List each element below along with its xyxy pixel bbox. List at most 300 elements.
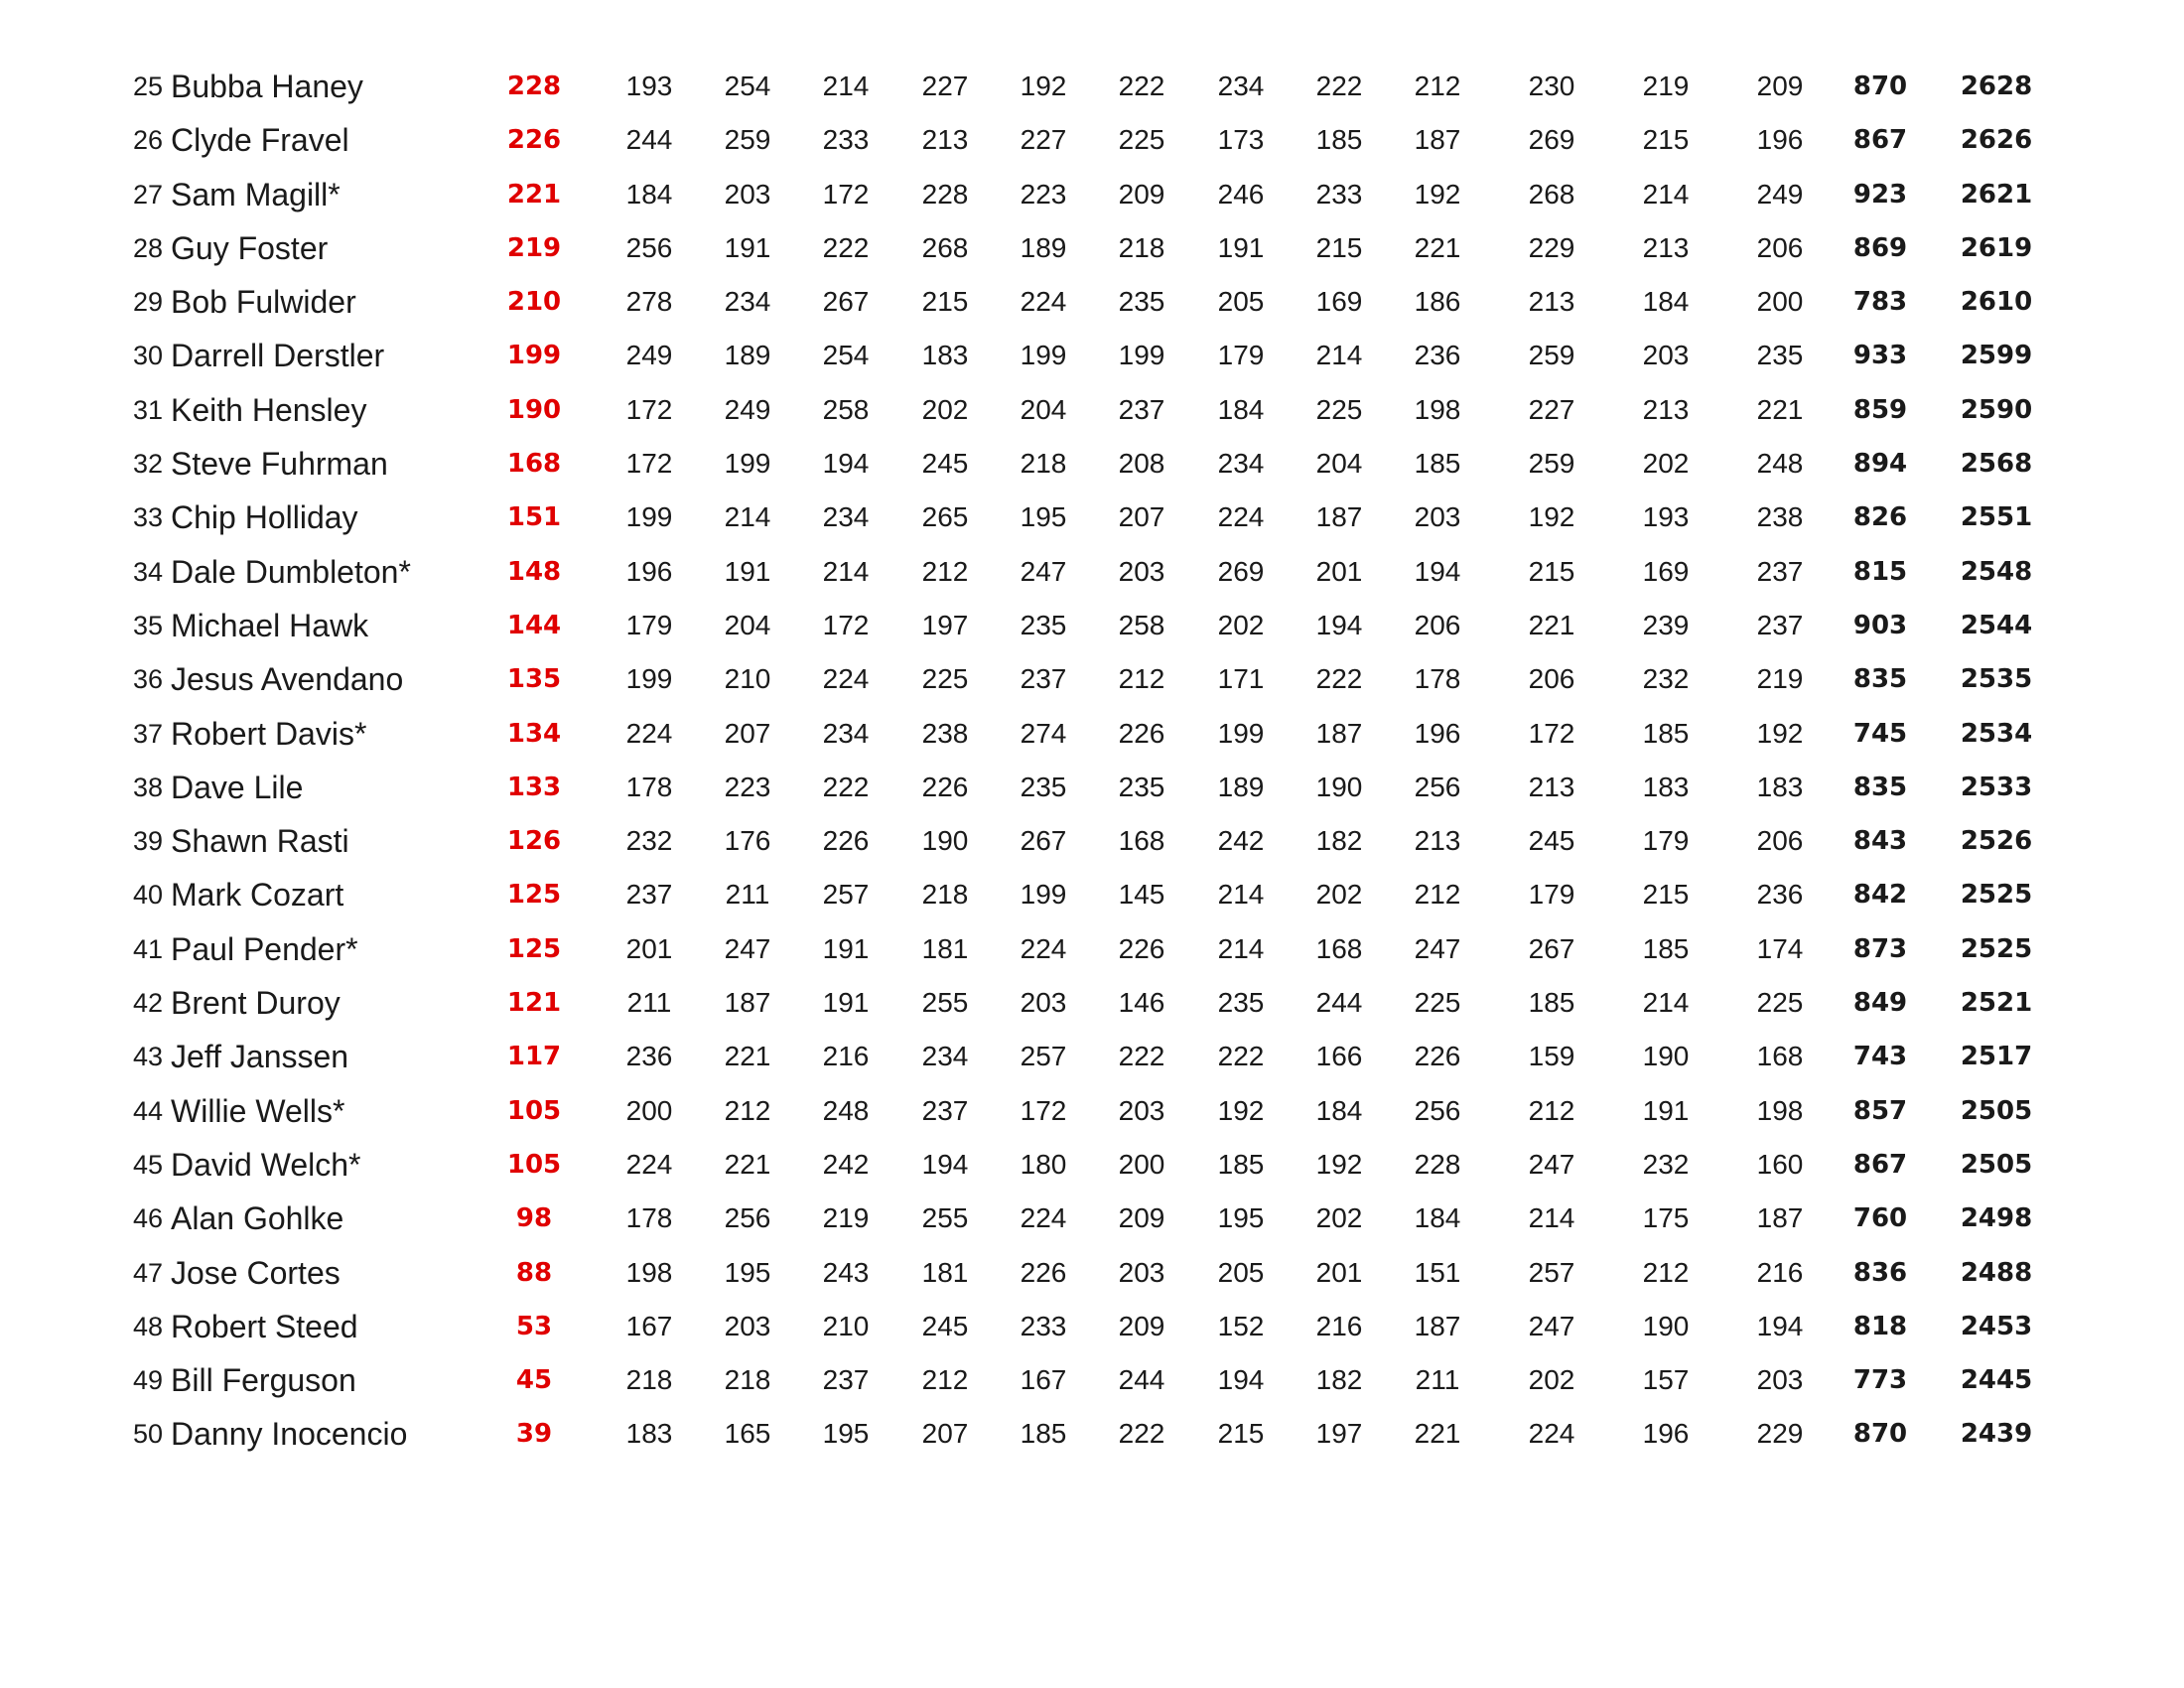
- bonus-cell: 144: [506, 610, 562, 640]
- game-score-cell: 181: [921, 1256, 969, 1288]
- game-score-cell: 227: [1020, 124, 1067, 156]
- game-score-cell: 225: [1118, 124, 1165, 156]
- game-score-cell: 191: [822, 987, 870, 1019]
- game-score-cell: 191: [1642, 1094, 1690, 1126]
- total-cell: 2610: [1960, 287, 2033, 318]
- game-score-cell: 178: [625, 1202, 673, 1234]
- game-score-cell: 269: [1528, 124, 1575, 156]
- game-score-cell: 206: [1756, 825, 1804, 857]
- total-cell: 2551: [1960, 502, 2033, 533]
- game-score-cell: 258: [1118, 609, 1165, 640]
- game-score-cell: 236: [1756, 879, 1804, 911]
- rank-cell: 36: [132, 664, 163, 695]
- total-cell: 2525: [1960, 933, 2033, 964]
- game-score-cell: 226: [921, 771, 969, 802]
- total-cell: 2535: [1960, 664, 2033, 695]
- game-score-cell: 184: [1315, 1094, 1363, 1126]
- game-score-cell: 268: [921, 231, 969, 263]
- game-score-cell: 222: [1315, 70, 1363, 101]
- game-score-cell: 221: [1756, 393, 1804, 425]
- game-score-cell: 255: [921, 987, 969, 1019]
- rank-cell: 29: [132, 287, 163, 318]
- game-score-cell: 224: [1020, 1202, 1067, 1234]
- game-score-cell: 256: [1414, 1094, 1461, 1126]
- game-score-cell: 224: [1020, 932, 1067, 964]
- game-score-cell: 194: [1217, 1364, 1265, 1396]
- game-score-cell: 235: [1118, 771, 1165, 802]
- game-score-cell: 214: [1642, 987, 1690, 1019]
- game-score-cell: 237: [1020, 663, 1067, 695]
- game-score-cell: 242: [1217, 825, 1265, 857]
- game-score-cell: 234: [1217, 70, 1265, 101]
- game-score-cell: 195: [822, 1418, 870, 1450]
- table-row: [121, 1246, 2057, 1300]
- game-score-cell: 183: [921, 340, 969, 371]
- game-score-cell: 200: [1756, 286, 1804, 318]
- series-cell: 815: [1852, 556, 1908, 587]
- game-score-cell: 182: [1315, 825, 1363, 857]
- game-score-cell: 233: [1315, 178, 1363, 210]
- game-score-cell: 185: [1528, 987, 1575, 1019]
- series-cell: 870: [1852, 71, 1908, 101]
- game-score-cell: 213: [1414, 825, 1461, 857]
- series-cell: 743: [1852, 1042, 1908, 1072]
- game-score-cell: 234: [822, 501, 870, 533]
- game-score-cell: 236: [625, 1041, 673, 1072]
- game-score-cell: 244: [1118, 1364, 1165, 1396]
- bowler-name-cell: Bill Ferguson: [171, 1362, 356, 1399]
- game-score-cell: 169: [1315, 286, 1363, 318]
- game-score-cell: 191: [724, 555, 771, 587]
- game-score-cell: 232: [1642, 663, 1690, 695]
- game-score-cell: 212: [921, 1364, 969, 1396]
- game-score-cell: 227: [921, 70, 969, 101]
- bonus-cell: 134: [506, 718, 562, 749]
- table-row: [121, 814, 2057, 868]
- game-score-cell: 257: [822, 879, 870, 911]
- game-score-cell: 214: [1217, 879, 1265, 911]
- table-row: [121, 1407, 2057, 1461]
- total-cell: 2548: [1960, 556, 2033, 587]
- game-score-cell: 268: [1528, 178, 1575, 210]
- bowler-name-cell: David Welch*: [171, 1146, 361, 1183]
- game-score-cell: 199: [625, 501, 673, 533]
- rank-cell: 47: [132, 1257, 163, 1288]
- game-score-cell: 172: [822, 609, 870, 640]
- bonus-cell: 126: [506, 826, 562, 857]
- table-row: [121, 599, 2057, 652]
- game-score-cell: 267: [1528, 932, 1575, 964]
- table-row: [121, 652, 2057, 706]
- game-score-cell: 185: [1315, 124, 1363, 156]
- game-score-cell: 192: [1414, 178, 1461, 210]
- game-score-cell: 235: [1020, 609, 1067, 640]
- game-score-cell: 247: [1528, 1310, 1575, 1341]
- game-score-cell: 178: [1414, 663, 1461, 695]
- game-score-cell: 189: [1020, 231, 1067, 263]
- game-score-cell: 215: [1217, 1418, 1265, 1450]
- game-score-cell: 194: [1315, 609, 1363, 640]
- game-score-cell: 212: [1642, 1256, 1690, 1288]
- series-cell: 859: [1852, 394, 1908, 425]
- rank-cell: 34: [132, 556, 163, 587]
- bowler-name-cell: Bob Fulwider: [171, 284, 356, 321]
- game-score-cell: 236: [1414, 340, 1461, 371]
- game-score-cell: 191: [822, 932, 870, 964]
- game-score-cell: 203: [1642, 340, 1690, 371]
- rank-cell: 26: [132, 125, 163, 156]
- total-cell: 2505: [1960, 1095, 2033, 1126]
- game-score-cell: 219: [822, 1202, 870, 1234]
- game-score-cell: 245: [921, 1310, 969, 1341]
- total-cell: 2498: [1960, 1203, 2033, 1234]
- game-score-cell: 267: [822, 286, 870, 318]
- game-score-cell: 172: [822, 178, 870, 210]
- table-row: [121, 1138, 2057, 1192]
- game-score-cell: 187: [1315, 717, 1363, 749]
- game-score-cell: 214: [724, 501, 771, 533]
- game-score-cell: 195: [1217, 1202, 1265, 1234]
- game-score-cell: 184: [625, 178, 673, 210]
- series-cell: 849: [1852, 988, 1908, 1019]
- game-score-cell: 247: [1414, 932, 1461, 964]
- bowler-name-cell: Steve Fuhrman: [171, 446, 388, 483]
- bonus-cell: 121: [506, 988, 562, 1019]
- game-score-cell: 221: [1414, 231, 1461, 263]
- game-score-cell: 222: [1315, 663, 1363, 695]
- bowler-name-cell: Robert Davis*: [171, 715, 367, 752]
- game-score-cell: 204: [1315, 448, 1363, 480]
- rank-cell: 42: [132, 988, 163, 1019]
- game-score-cell: 201: [625, 932, 673, 964]
- game-score-cell: 247: [1528, 1148, 1575, 1180]
- game-score-cell: 233: [1020, 1310, 1067, 1341]
- bonus-cell: 148: [506, 556, 562, 587]
- game-score-cell: 184: [1642, 286, 1690, 318]
- game-score-cell: 168: [1118, 825, 1165, 857]
- game-score-cell: 202: [1528, 1364, 1575, 1396]
- table-row: [121, 221, 2057, 275]
- total-cell: 2517: [1960, 1042, 2033, 1072]
- game-score-cell: 274: [1020, 717, 1067, 749]
- game-score-cell: 207: [1118, 501, 1165, 533]
- game-score-cell: 235: [1020, 771, 1067, 802]
- game-score-cell: 215: [1528, 555, 1575, 587]
- game-score-cell: 229: [1528, 231, 1575, 263]
- series-cell: 894: [1852, 449, 1908, 480]
- rank-cell: 45: [132, 1149, 163, 1180]
- series-cell: 843: [1852, 826, 1908, 857]
- table-row: [121, 60, 2057, 113]
- total-cell: 2619: [1960, 232, 2033, 263]
- game-score-cell: 225: [921, 663, 969, 695]
- series-cell: 933: [1852, 341, 1908, 371]
- game-score-cell: 237: [1756, 555, 1804, 587]
- game-score-cell: 215: [1315, 231, 1363, 263]
- game-score-cell: 192: [1315, 1148, 1363, 1180]
- game-score-cell: 234: [822, 717, 870, 749]
- game-score-cell: 226: [822, 825, 870, 857]
- game-score-cell: 194: [1414, 555, 1461, 587]
- bonus-cell: 98: [515, 1203, 553, 1234]
- bowler-name-cell: Jose Cortes: [171, 1254, 341, 1291]
- bowler-name-cell: Jesus Avendano: [171, 661, 404, 698]
- bowler-name-cell: Willie Wells*: [171, 1092, 345, 1129]
- rank-cell: 39: [132, 826, 163, 857]
- game-score-cell: 169: [1642, 555, 1690, 587]
- game-score-cell: 183: [1642, 771, 1690, 802]
- bowler-name-cell: Guy Foster: [171, 229, 329, 266]
- game-score-cell: 190: [1642, 1310, 1690, 1341]
- game-score-cell: 185: [1642, 717, 1690, 749]
- game-score-cell: 159: [1528, 1041, 1575, 1072]
- game-score-cell: 214: [1217, 932, 1265, 964]
- bonus-cell: 226: [506, 125, 562, 156]
- game-score-cell: 214: [822, 555, 870, 587]
- game-score-cell: 207: [724, 717, 771, 749]
- game-score-cell: 167: [625, 1310, 673, 1341]
- game-score-cell: 209: [1118, 1202, 1165, 1234]
- game-score-cell: 248: [1756, 448, 1804, 480]
- game-score-cell: 199: [1217, 717, 1265, 749]
- game-score-cell: 234: [921, 1041, 969, 1072]
- game-score-cell: 254: [822, 340, 870, 371]
- game-score-cell: 216: [822, 1041, 870, 1072]
- game-score-cell: 244: [1315, 987, 1363, 1019]
- game-score-cell: 247: [1020, 555, 1067, 587]
- game-score-cell: 257: [1020, 1041, 1067, 1072]
- game-score-cell: 249: [1756, 178, 1804, 210]
- game-score-cell: 269: [1217, 555, 1265, 587]
- game-score-cell: 265: [921, 501, 969, 533]
- game-score-cell: 176: [724, 825, 771, 857]
- game-score-cell: 193: [625, 70, 673, 101]
- game-score-cell: 218: [1020, 448, 1067, 480]
- series-cell: 867: [1852, 1149, 1908, 1180]
- game-score-cell: 203: [724, 178, 771, 210]
- bonus-cell: 221: [506, 179, 562, 210]
- total-cell: 2453: [1960, 1311, 2033, 1341]
- series-cell: 826: [1852, 502, 1908, 533]
- game-score-cell: 259: [1528, 340, 1575, 371]
- game-score-cell: 212: [921, 555, 969, 587]
- rank-cell: 37: [132, 718, 163, 749]
- bowler-name-cell: Mark Cozart: [171, 877, 344, 914]
- game-score-cell: 218: [921, 879, 969, 911]
- game-score-cell: 165: [724, 1418, 771, 1450]
- game-score-cell: 218: [1118, 231, 1165, 263]
- game-score-cell: 202: [1315, 879, 1363, 911]
- bonus-cell: 168: [506, 449, 562, 480]
- game-score-cell: 183: [625, 1418, 673, 1450]
- game-score-cell: 190: [1642, 1041, 1690, 1072]
- series-cell: 773: [1852, 1365, 1908, 1396]
- game-score-cell: 219: [1756, 663, 1804, 695]
- game-score-cell: 214: [822, 70, 870, 101]
- total-cell: 2534: [1960, 718, 2033, 749]
- total-cell: 2599: [1960, 341, 2033, 371]
- game-score-cell: 202: [1217, 609, 1265, 640]
- game-score-cell: 248: [822, 1094, 870, 1126]
- bonus-cell: 151: [506, 502, 562, 533]
- bonus-cell: 105: [506, 1095, 562, 1126]
- total-cell: 2521: [1960, 988, 2033, 1019]
- game-score-cell: 211: [1415, 1364, 1460, 1396]
- game-score-cell: 193: [1642, 501, 1690, 533]
- game-score-cell: 226: [1414, 1041, 1461, 1072]
- game-score-cell: 244: [625, 124, 673, 156]
- total-cell: 2439: [1960, 1419, 2033, 1450]
- game-score-cell: 203: [1118, 1094, 1165, 1126]
- table-row: [121, 113, 2057, 167]
- total-cell: 2544: [1960, 610, 2033, 640]
- table-row: [121, 922, 2057, 976]
- rank-cell: 49: [132, 1365, 163, 1396]
- series-cell: 760: [1852, 1203, 1908, 1234]
- game-score-cell: 221: [1414, 1418, 1461, 1450]
- game-score-cell: 204: [1020, 393, 1067, 425]
- bonus-cell: 210: [506, 287, 562, 318]
- series-cell: 818: [1852, 1311, 1908, 1341]
- bonus-cell: 39: [515, 1419, 553, 1450]
- game-score-cell: 199: [724, 448, 771, 480]
- game-score-cell: 249: [625, 340, 673, 371]
- game-score-cell: 216: [1756, 1256, 1804, 1288]
- rank-cell: 41: [132, 933, 163, 964]
- game-score-cell: 218: [724, 1364, 771, 1396]
- game-score-cell: 195: [724, 1256, 771, 1288]
- total-cell: 2621: [1960, 179, 2033, 210]
- bonus-cell: 88: [515, 1257, 553, 1288]
- game-score-cell: 167: [1020, 1364, 1067, 1396]
- bowler-name-cell: Darrell Derstler: [171, 338, 385, 374]
- game-score-cell: 179: [1642, 825, 1690, 857]
- total-cell: 2488: [1960, 1257, 2033, 1288]
- game-score-cell: 229: [1756, 1418, 1804, 1450]
- game-score-cell: 173: [1217, 124, 1265, 156]
- bonus-cell: 117: [506, 1042, 562, 1072]
- game-score-cell: 180: [1020, 1148, 1067, 1180]
- game-score-cell: 198: [1756, 1094, 1804, 1126]
- bonus-cell: 219: [506, 232, 562, 263]
- bowler-name-cell: Shawn Rasti: [171, 823, 349, 860]
- game-score-cell: 212: [1528, 1094, 1575, 1126]
- game-score-cell: 206: [1528, 663, 1575, 695]
- game-score-cell: 198: [625, 1256, 673, 1288]
- game-score-cell: 185: [1217, 1148, 1265, 1180]
- rank-cell: 48: [132, 1311, 163, 1341]
- game-score-cell: 207: [921, 1418, 969, 1450]
- game-score-cell: 196: [1414, 717, 1461, 749]
- game-score-cell: 227: [1528, 393, 1575, 425]
- bowler-name-cell: Danny Inocencio: [171, 1416, 408, 1453]
- game-score-cell: 213: [1528, 286, 1575, 318]
- game-score-cell: 243: [822, 1256, 870, 1288]
- game-score-cell: 201: [1315, 555, 1363, 587]
- bowler-name-cell: Clyde Fravel: [171, 122, 349, 159]
- game-score-cell: 199: [1020, 879, 1067, 911]
- series-cell: 923: [1852, 179, 1908, 210]
- total-cell: 2526: [1960, 826, 2033, 857]
- game-score-cell: 222: [1118, 1041, 1165, 1072]
- game-score-cell: 194: [921, 1148, 969, 1180]
- game-score-cell: 222: [1118, 70, 1165, 101]
- game-score-cell: 237: [822, 1364, 870, 1396]
- game-score-cell: 187: [1315, 501, 1363, 533]
- game-score-cell: 201: [1315, 1256, 1363, 1288]
- game-score-cell: 205: [1217, 1256, 1265, 1288]
- table-row: [121, 1300, 2057, 1353]
- bowler-name-cell: Dave Lile: [171, 769, 304, 805]
- bowler-name-cell: Jeff Janssen: [171, 1039, 349, 1075]
- game-score-cell: 192: [1020, 70, 1067, 101]
- game-score-cell: 216: [1315, 1310, 1363, 1341]
- series-cell: 870: [1852, 1419, 1908, 1450]
- series-cell: 867: [1852, 125, 1908, 156]
- game-score-cell: 228: [921, 178, 969, 210]
- game-score-cell: 211: [626, 987, 672, 1019]
- series-cell: 873: [1852, 933, 1908, 964]
- table-row: [121, 1353, 2057, 1407]
- game-score-cell: 242: [822, 1148, 870, 1180]
- game-score-cell: 181: [921, 932, 969, 964]
- game-score-cell: 184: [1217, 393, 1265, 425]
- game-score-cell: 168: [1315, 932, 1363, 964]
- game-score-cell: 215: [1642, 879, 1690, 911]
- bowler-name-cell: Robert Steed: [171, 1308, 358, 1344]
- rank-cell: 27: [132, 179, 163, 210]
- game-score-cell: 224: [1217, 501, 1265, 533]
- game-score-cell: 245: [1528, 825, 1575, 857]
- table-row: [121, 168, 2057, 221]
- game-score-cell: 247: [724, 932, 771, 964]
- game-score-cell: 190: [1315, 771, 1363, 802]
- game-score-cell: 187: [1756, 1202, 1804, 1234]
- game-score-cell: 222: [1217, 1041, 1265, 1072]
- game-score-cell: 245: [921, 448, 969, 480]
- game-score-cell: 212: [724, 1094, 771, 1126]
- game-score-cell: 238: [921, 717, 969, 749]
- game-score-cell: 199: [625, 663, 673, 695]
- total-cell: 2628: [1960, 71, 2033, 101]
- game-score-cell: 146: [1118, 987, 1165, 1019]
- table-row: [121, 761, 2057, 814]
- bowler-name-cell: Keith Hensley: [171, 391, 367, 428]
- game-score-cell: 215: [921, 286, 969, 318]
- game-score-cell: 195: [1020, 501, 1067, 533]
- bonus-cell: 135: [506, 664, 562, 695]
- game-score-cell: 185: [1020, 1418, 1067, 1450]
- series-cell: 835: [1852, 772, 1908, 802]
- rank-cell: 30: [132, 341, 163, 371]
- game-score-cell: 152: [1217, 1310, 1265, 1341]
- table-row: [121, 275, 2057, 329]
- game-score-cell: 179: [1217, 340, 1265, 371]
- game-score-cell: 186: [1414, 286, 1461, 318]
- game-score-cell: 172: [625, 393, 673, 425]
- game-score-cell: 237: [921, 1094, 969, 1126]
- game-score-cell: 203: [1414, 501, 1461, 533]
- game-score-cell: 206: [1414, 609, 1461, 640]
- table-row: [121, 545, 2057, 599]
- game-score-cell: 192: [1756, 717, 1804, 749]
- game-score-cell: 192: [1217, 1094, 1265, 1126]
- game-score-cell: 249: [724, 393, 771, 425]
- game-score-cell: 256: [724, 1202, 771, 1234]
- game-score-cell: 233: [822, 124, 870, 156]
- game-score-cell: 234: [1217, 448, 1265, 480]
- bowler-name-cell: Michael Hawk: [171, 607, 369, 643]
